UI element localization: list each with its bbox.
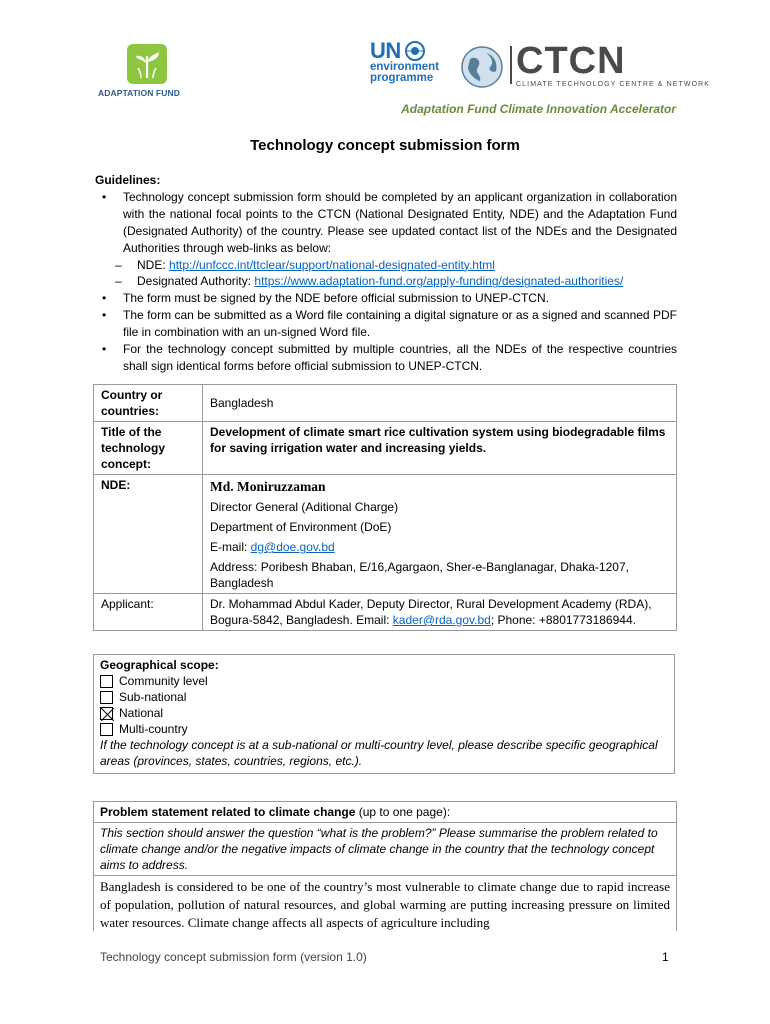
guideline-text: The form can be submitted as a Word file containing a digital signature or as a signed and scanned PDF file in combination with an un-signed Word file.	[123, 308, 677, 340]
title-label: Title of the technology concept:	[94, 422, 203, 475]
page-title: Technology concept submission form	[250, 137, 520, 154]
nde-link-prefix: NDE:	[137, 257, 170, 272]
unep-line2: programme	[370, 72, 434, 84]
table-row	[94, 594, 677, 631]
applicant-text: Dr. Mohammad Abdul Kader, Deputy Director, Rural Development Academy (RDA), Bogura-5842, Bangladesh. Email:	[210, 597, 652, 627]
nde-email-link[interactable]: dg@doe.gov.bd	[250, 540, 335, 554]
option-label: Multi-country	[119, 722, 188, 736]
guideline-text: For the technology concept submitted by multiple countries, all the NDEs of the respective countries shall sign identical forms before official submission to UNEP-CTCN.	[123, 342, 677, 373]
option-national[interactable]	[100, 705, 668, 721]
guideline-subitem-da	[95, 273, 677, 290]
info-table	[93, 384, 677, 631]
geo-scope-heading: Geographical scope:	[100, 658, 219, 672]
page-number: 1	[662, 950, 669, 964]
footer-text: Technology concept submission form (version 1.0)	[100, 950, 367, 964]
guideline-item	[95, 307, 677, 341]
unep-logo	[370, 40, 439, 84]
nde-value	[203, 475, 677, 594]
adaptation-fund-label: ADAPTATION FUND	[98, 88, 180, 98]
ctcn-tagline: CLIMATE TECHNOLOGY CENTRE & NETWORK	[516, 81, 711, 88]
guidelines-section	[95, 172, 677, 375]
nde-email-prefix: E-mail:	[210, 540, 251, 554]
country-label: Country or countries:	[94, 385, 203, 422]
country-value	[203, 385, 677, 422]
bullet-icon: •	[102, 342, 107, 357]
table-row	[94, 385, 677, 422]
checkbox-community[interactable]	[100, 675, 113, 688]
table-row	[94, 475, 677, 594]
problem-heading-bold: Problem statement related to climate change	[100, 805, 356, 819]
bullet-icon: •	[102, 189, 107, 204]
unep-un-text: UN	[370, 38, 401, 63]
problem-heading	[93, 801, 677, 823]
guideline-subitem-nde	[95, 257, 677, 274]
guideline-item	[95, 189, 677, 257]
unep-line1: environment	[370, 61, 440, 73]
nde-email-line	[210, 539, 669, 555]
nde-link[interactable]: http://unfccc.int/ttclear/support/national-designated-entity.html	[169, 257, 495, 272]
nde-name: Md. Moniruzzaman	[210, 479, 326, 494]
applicant-label: Applicant:	[94, 594, 203, 631]
bullet-icon: •	[102, 291, 107, 306]
option-subnational[interactable]	[100, 689, 668, 705]
globe-icon	[460, 45, 504, 92]
applicant-email-link[interactable]: kader@rda.gov.bd	[392, 613, 491, 627]
guideline-text: The form must be signed by the NDE before official submission to UNEP-CTCN.	[123, 291, 549, 306]
dash-icon: –	[115, 274, 122, 289]
accelerator-subtitle: Adaptation Fund Climate Innovation Accelerator	[401, 102, 676, 116]
guideline-item	[95, 341, 677, 375]
problem-statement-section	[93, 801, 677, 931]
option-community[interactable]	[100, 673, 668, 689]
plant-icon	[127, 44, 167, 84]
checkmark-x-icon	[101, 708, 114, 721]
geo-scope-note: If the technology concept is at a sub-national or multi-country level, please describe specific geographical areas (provinces, states, countries, regions, etc.).	[100, 738, 658, 768]
designated-authority-link[interactable]: https://www.adaptation-fund.org/apply-funding/designated-authorities/	[254, 274, 624, 289]
option-label: National	[119, 706, 164, 720]
ctcn-logo	[516, 42, 710, 88]
logo-divider	[510, 46, 512, 84]
adaptation-fund-logo	[98, 44, 198, 98]
nde-position: Director General (Aditional Charge)	[210, 500, 399, 514]
title-value: Development of climate smart rice cultivation system using biodegradable films for saving irrigation water and increasing yields.	[203, 422, 677, 475]
option-label: Community level	[119, 674, 208, 688]
guideline-item	[95, 290, 677, 307]
un-emblem-icon	[404, 40, 426, 62]
dash-icon: –	[115, 257, 122, 272]
da-link-prefix: Designated Authority:	[137, 274, 255, 289]
checkbox-multicountry[interactable]	[100, 723, 113, 736]
checkbox-national[interactable]	[100, 707, 113, 720]
country-text: Bangladesh	[210, 396, 274, 410]
table-row	[94, 422, 677, 475]
problem-heading-rest: (up to one page):	[355, 805, 451, 819]
applicant-value	[203, 594, 677, 631]
nde-address: Address: Poribesh Bhaban, E/16,Agargaon, Sher-e-Banglanagar, Dhaka-1207, Bangladesh	[210, 560, 629, 590]
nde-department: Department of Environment (DoE)	[210, 520, 392, 534]
geo-scope-box	[93, 654, 675, 774]
problem-instruction: This section should answer the question “what is the problem?” Please summarise the problem related to climate change and/or the negative impacts of climate change in the country that the technology concept aims to address.	[93, 823, 677, 876]
bullet-icon: •	[102, 308, 107, 323]
nde-label: NDE:	[94, 475, 203, 594]
applicant-phone: ; Phone: +8801773186944.	[490, 613, 636, 627]
guideline-text: Technology concept submission form should be completed by an applicant organization in collaboration with the national focal points to the CTCN (National Designated Entity, NDE) and the Adaptation Fund (Designated Authority) of the country. Please see updated contact list of the NDEs and the Designated Authorities through web-links as below:	[123, 189, 677, 255]
option-multicountry[interactable]	[100, 721, 668, 737]
guidelines-heading: Guidelines:	[95, 173, 161, 187]
problem-body: Bangladesh is considered to be one of the country’s most vulnerable to climate change due to rapid increase of population, pollution of natural resources, and global warming are putting increasing pressure on limited water resources. Climate change affects all aspects of agriculture including	[93, 876, 677, 931]
ctcn-wordmark: CTCN	[516, 40, 626, 82]
checkbox-subnational[interactable]	[100, 691, 113, 704]
option-label: Sub-national	[119, 690, 187, 704]
